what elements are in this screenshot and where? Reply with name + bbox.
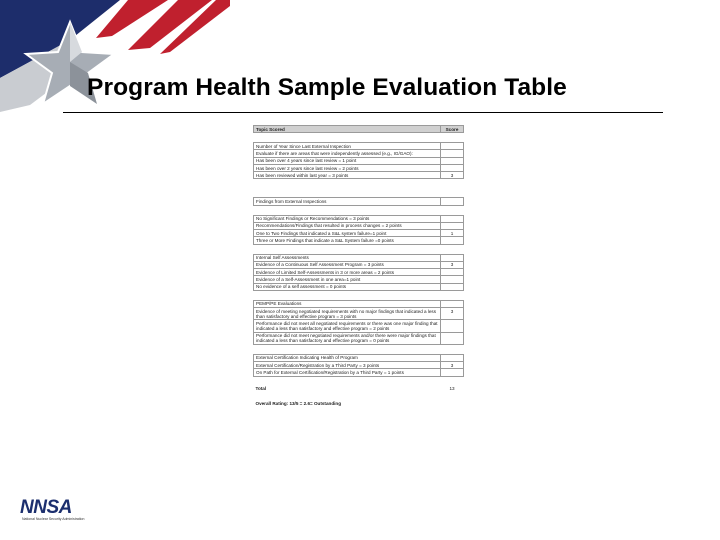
- section-heading-text: Number of Year Since Last External Inspection: [254, 143, 441, 150]
- row-text: On Path for External Certification/Registration by a Third Party = 1 points: [254, 369, 441, 376]
- header-topic: Topic Scored: [254, 126, 441, 133]
- row-score: [441, 332, 464, 344]
- row-score: [441, 369, 464, 376]
- table-row: [254, 307, 464, 319]
- row-text: Three or More Findings that indicate a S&L System failure =0 points: [254, 237, 441, 244]
- logo-wordmark: NNSA: [20, 497, 72, 518]
- overall-rating: Overall Rating: 13/5 = 2.6= Outstanding: [255, 401, 342, 407]
- nnsa-logo: [20, 497, 92, 523]
- row-score: [441, 237, 464, 244]
- row-score: 3: [441, 362, 464, 369]
- table-row: [254, 261, 464, 268]
- table-row: [254, 276, 464, 283]
- row-score: [441, 164, 464, 171]
- row-text: Performance did not meet all negotiated requirements or there was one major finding that indicated a less than satisfactory and effective program = 2 points: [254, 320, 441, 332]
- row-text: Evidence of a Continuous Self Assessment Program = 3 points: [254, 261, 441, 268]
- table-row: [254, 157, 464, 164]
- row-text: Evidence of a Self-Assessment in one area=1 point: [254, 276, 441, 283]
- row-score: [441, 215, 464, 222]
- table-header-row: [254, 126, 464, 133]
- table-row: [254, 150, 464, 157]
- row-text: Recommendations/Findings that resulted in process changes = 2 points: [254, 222, 441, 229]
- section-heading-text: External Certification Indicating Health of Program: [254, 354, 441, 361]
- row-score: 1: [441, 230, 464, 237]
- overall-rating-row: [254, 401, 464, 407]
- row-score: 3: [441, 261, 464, 268]
- table-row: [254, 283, 464, 290]
- row-score: 3: [441, 172, 464, 179]
- row-score: [441, 269, 464, 276]
- table-row: [254, 172, 464, 179]
- table-row: [254, 369, 464, 376]
- row-score: [441, 157, 464, 164]
- table-row: [254, 362, 464, 369]
- section-heading-text: Findings from External Inspections: [254, 198, 441, 205]
- row-score: [441, 283, 464, 290]
- section-heading: [254, 198, 464, 205]
- row-text: One to Two Findings that indicated a S&L system failure=1 point: [254, 230, 441, 237]
- row-text: External Certification/Registration by a Third Party = 3 points: [254, 362, 441, 369]
- table-row: [254, 222, 464, 229]
- row-text: No Significant Findings or Recommendations = 3 points: [254, 215, 441, 222]
- row-score: [441, 276, 464, 283]
- section-heading-text: PEMP/PE Evaluations: [254, 300, 441, 307]
- section-heading-text: Internal Self Assessments: [254, 254, 441, 261]
- total-label: Total: [255, 386, 267, 392]
- table-row: [254, 320, 464, 332]
- title-divider: [63, 112, 663, 113]
- row-text: Evaluate if there are areas that were independently assessed (e.g., IG/GAO):: [254, 150, 441, 157]
- row-text: Has been reviewed within last year = 3 points: [254, 172, 441, 179]
- table-row: [254, 164, 464, 171]
- logo-tagline: National Nuclear Security Administration: [22, 517, 85, 521]
- evaluation-table: [253, 125, 464, 407]
- slide-title: Program Health Sample Evaluation Table: [87, 74, 567, 101]
- section-heading: [254, 143, 464, 150]
- section-heading: [254, 300, 464, 307]
- row-score: [441, 150, 464, 157]
- header-score: Score: [441, 126, 464, 133]
- table-row: [254, 237, 464, 244]
- table-row: [254, 332, 464, 344]
- row-text: Evidence of meeting negotiated requirements with no major findings that indicated a less than satisfactory and effective program = 3 points: [254, 307, 441, 319]
- row-score: [441, 222, 464, 229]
- section-heading: [254, 354, 464, 361]
- row-score: [441, 320, 464, 332]
- total-score: 13: [449, 386, 455, 392]
- table-row: [254, 215, 464, 222]
- row-text: Has been over 2 years since last review = 2 points: [254, 164, 441, 171]
- row-text: Performance did not meet negotiated requirements and/or there were major findings that indicated a less than satisfactory and effective program = 0 points: [254, 332, 441, 344]
- row-text: Has been over 4 years since last review = 1 point: [254, 157, 441, 164]
- table-row: [254, 230, 464, 237]
- row-score: 3: [441, 307, 464, 319]
- section-heading: [254, 254, 464, 261]
- table-row: [254, 269, 464, 276]
- row-text: No evidence of a self assessment = 0 points: [254, 283, 441, 290]
- row-text: Evidence of Limited Self-Assessments in 3 or more areas = 2 points: [254, 269, 441, 276]
